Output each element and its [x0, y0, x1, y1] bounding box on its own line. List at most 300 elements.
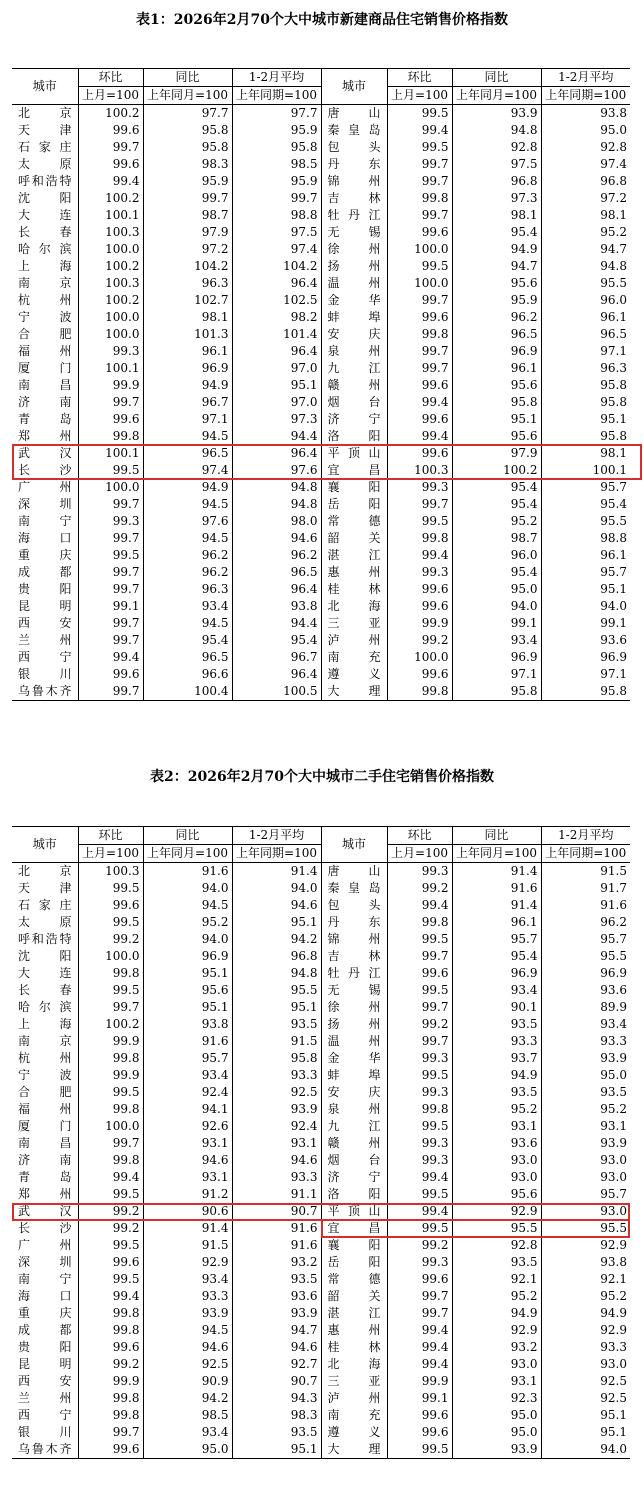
- mom-value: 99.2: [78, 1203, 143, 1220]
- yoy-value: 97.9: [452, 445, 541, 462]
- city-name: 襄 阳: [321, 1237, 387, 1254]
- city-name: 兰 州: [18, 633, 72, 647]
- table-row: [12, 394, 630, 411]
- avg-value: 96.1: [541, 547, 630, 564]
- mom-value: 99.3: [387, 1135, 452, 1152]
- city-name: 泸 州: [321, 1390, 387, 1407]
- header-mom-base: 上月=100: [387, 87, 452, 105]
- city-name: 哈尔滨: [18, 242, 72, 256]
- avg-value: 91.5: [541, 863, 630, 881]
- city-name: 西 安: [18, 1374, 72, 1388]
- city-name: 徐 州: [321, 241, 387, 258]
- mom-value: 99.7: [387, 292, 452, 309]
- header-yoy-base: 上年同月=100: [143, 845, 232, 863]
- table-row: [12, 666, 630, 683]
- yoy-value: 96.9: [452, 965, 541, 982]
- yoy-value: 97.2: [143, 241, 232, 258]
- yoy-value: 98.1: [143, 309, 232, 326]
- avg-value: 95.8: [232, 1050, 321, 1067]
- yoy-value: 97.6: [143, 513, 232, 530]
- yoy-value: 93.4: [452, 632, 541, 649]
- city-name: 青 岛: [18, 1170, 72, 1184]
- city-name: 郑 州: [18, 1187, 72, 1201]
- mom-value: 99.5: [78, 1271, 143, 1288]
- mom-value: 99.5: [387, 1118, 452, 1135]
- city-name: 长 春: [18, 225, 72, 239]
- mom-value: 99.4: [78, 649, 143, 666]
- avg-value: 94.4: [232, 428, 321, 445]
- city-name: 郑 州: [18, 429, 72, 443]
- avg-value: 94.2: [232, 931, 321, 948]
- city-name: 宜 昌: [321, 1220, 387, 1237]
- avg-value: 92.9: [541, 1322, 630, 1339]
- avg-value: 95.4: [541, 496, 630, 513]
- avg-value: 93.9: [541, 1050, 630, 1067]
- avg-value: 97.7: [232, 105, 321, 123]
- city-name: 武 汉: [18, 446, 72, 460]
- mom-value: 100.0: [78, 948, 143, 965]
- yoy-value: 92.3: [452, 1390, 541, 1407]
- mom-value: 99.9: [78, 377, 143, 394]
- yoy-value: 96.1: [143, 343, 232, 360]
- mom-value: 99.6: [387, 1271, 452, 1288]
- yoy-value: 95.2: [452, 1288, 541, 1305]
- mom-value: 99.4: [387, 547, 452, 564]
- avg-value: 93.0: [541, 1169, 630, 1186]
- city-name: 泉 州: [321, 1101, 387, 1118]
- avg-value: 97.0: [232, 360, 321, 377]
- avg-value: 93.1: [232, 1135, 321, 1152]
- header-avg-base: 上年同期=100: [541, 845, 630, 863]
- avg-value: 94.3: [232, 1390, 321, 1407]
- avg-value: 100.5: [232, 683, 321, 701]
- mom-value: 99.8: [387, 190, 452, 207]
- avg-value: 101.4: [232, 326, 321, 343]
- yoy-value: 102.7: [143, 292, 232, 309]
- avg-value: 93.3: [232, 1169, 321, 1186]
- avg-value: 96.9: [541, 649, 630, 666]
- mom-value: 99.2: [78, 1220, 143, 1237]
- mom-value: 99.7: [387, 360, 452, 377]
- avg-value: 91.5: [232, 1033, 321, 1050]
- yoy-value: 98.7: [143, 207, 232, 224]
- city-name: 重 庆: [18, 548, 72, 562]
- city-name: 西 宁: [18, 1408, 72, 1422]
- mom-value: 99.6: [78, 1339, 143, 1356]
- city-name: 锦 州: [321, 173, 387, 190]
- mom-value: 99.5: [78, 1186, 143, 1203]
- yoy-value: 92.9: [452, 1203, 541, 1220]
- yoy-value: 95.1: [452, 411, 541, 428]
- city-name: 唐 山: [321, 105, 387, 123]
- avg-value: 92.7: [232, 1356, 321, 1373]
- yoy-value: 93.0: [452, 1152, 541, 1169]
- avg-value: 96.8: [232, 948, 321, 965]
- yoy-value: 93.4: [143, 598, 232, 615]
- city-name: 南 昌: [18, 378, 72, 392]
- city-name: 厦 门: [18, 361, 72, 375]
- city-name: 上 海: [18, 259, 72, 273]
- city-name: 青 岛: [18, 412, 72, 426]
- city-name: 宁 波: [18, 1068, 72, 1082]
- yoy-value: 93.3: [452, 1033, 541, 1050]
- avg-value: 95.8: [232, 139, 321, 156]
- mom-value: 99.4: [387, 122, 452, 139]
- city-name: 广 州: [18, 1238, 72, 1252]
- yoy-value: 94.2: [143, 1390, 232, 1407]
- yoy-value: 96.9: [452, 649, 541, 666]
- city-name: 深 圳: [18, 1255, 72, 1269]
- mom-value: 99.5: [387, 1186, 452, 1203]
- city-name: 南 京: [18, 1034, 72, 1048]
- yoy-value: 93.1: [452, 1118, 541, 1135]
- table-row: [12, 880, 630, 897]
- city-name: 济 南: [18, 395, 72, 409]
- avg-value: 95.5: [541, 948, 630, 965]
- mom-value: 99.8: [78, 428, 143, 445]
- avg-value: 94.0: [541, 1441, 630, 1459]
- mom-value: 99.8: [78, 1407, 143, 1424]
- yoy-value: 98.3: [143, 156, 232, 173]
- table-row: [12, 530, 630, 547]
- mom-value: 99.6: [387, 1424, 452, 1441]
- city-name: 洛 阳: [321, 428, 387, 445]
- avg-value: 93.0: [541, 1152, 630, 1169]
- yoy-value: 96.6: [143, 666, 232, 683]
- avg-value: 97.1: [541, 666, 630, 683]
- yoy-value: 94.8: [452, 122, 541, 139]
- mom-value: 99.9: [78, 1373, 143, 1390]
- city-name: 南 充: [321, 649, 387, 666]
- mom-value: 100.0: [387, 275, 452, 292]
- avg-value: 93.3: [541, 1339, 630, 1356]
- avg-value: 98.1: [541, 445, 630, 462]
- table-row: [12, 1016, 630, 1033]
- city-name: 包 头: [321, 139, 387, 156]
- mom-value: 99.7: [78, 564, 143, 581]
- city-name: 哈尔滨: [18, 1000, 72, 1014]
- city-name: 秦皇岛: [321, 122, 387, 139]
- avg-value: 93.6: [232, 1288, 321, 1305]
- mom-value: 99.5: [78, 547, 143, 564]
- city-name: 襄 阳: [321, 479, 387, 496]
- yoy-value: 95.0: [143, 1441, 232, 1459]
- avg-value: 93.8: [541, 105, 630, 123]
- city-name: 湛 江: [321, 547, 387, 564]
- city-name: 扬 州: [321, 258, 387, 275]
- mom-value: 99.2: [387, 880, 452, 897]
- yoy-value: 96.3: [143, 275, 232, 292]
- avg-value: 95.8: [541, 683, 630, 701]
- city-name: 蚌 埠: [321, 309, 387, 326]
- avg-value: 95.8: [541, 394, 630, 411]
- avg-value: 95.2: [541, 1288, 630, 1305]
- yoy-value: 94.5: [143, 496, 232, 513]
- mom-value: 100.2: [78, 1016, 143, 1033]
- yoy-value: 96.0: [452, 547, 541, 564]
- yoy-value: 97.9: [143, 224, 232, 241]
- yoy-value: 94.6: [143, 1152, 232, 1169]
- table-row: [12, 122, 630, 139]
- city-name: 烟 台: [321, 1152, 387, 1169]
- table-row: [12, 156, 630, 173]
- avg-value: 99.1: [541, 615, 630, 632]
- mom-value: 100.3: [78, 275, 143, 292]
- city-name: 南 宁: [18, 514, 72, 528]
- avg-value: 93.6: [541, 982, 630, 999]
- mom-value: 99.4: [387, 897, 452, 914]
- yoy-value: 95.4: [452, 948, 541, 965]
- avg-value: 93.3: [232, 1067, 321, 1084]
- yoy-value: 95.6: [452, 275, 541, 292]
- city-name: 石家庄: [18, 140, 72, 154]
- mom-value: 99.7: [387, 496, 452, 513]
- city-name: 长 春: [18, 983, 72, 997]
- table-row: [12, 411, 630, 428]
- mom-value: 100.0: [387, 649, 452, 666]
- header-city: 城市: [12, 827, 78, 863]
- city-name: 宁 波: [18, 310, 72, 324]
- avg-value: 93.5: [541, 1084, 630, 1101]
- header-mom-base: 上月=100: [387, 845, 452, 863]
- city-name: 沈 阳: [18, 949, 72, 963]
- header-yoy-base: 上年同月=100: [452, 87, 541, 105]
- city-name: 长 沙: [18, 463, 72, 477]
- avg-value: 95.7: [541, 564, 630, 581]
- table-row: [12, 1322, 630, 1339]
- avg-value: 93.5: [232, 1271, 321, 1288]
- yoy-value: 94.9: [452, 241, 541, 258]
- table-row: [12, 598, 630, 615]
- city-name: 天 津: [18, 881, 72, 895]
- yoy-value: 95.8: [143, 122, 232, 139]
- city-name: 南 宁: [18, 1272, 72, 1286]
- mom-value: 99.3: [78, 513, 143, 530]
- mom-value: 99.6: [387, 377, 452, 394]
- mom-value: 99.8: [78, 1322, 143, 1339]
- city-name: 南 京: [18, 276, 72, 290]
- city-name: 唐 山: [321, 863, 387, 881]
- city-name: 成 都: [18, 565, 72, 579]
- mom-value: 99.5: [78, 914, 143, 931]
- yoy-value: 94.5: [143, 1322, 232, 1339]
- table-row: [12, 581, 630, 598]
- mom-value: 99.6: [387, 965, 452, 982]
- avg-value: 96.4: [232, 666, 321, 683]
- yoy-value: 93.1: [452, 1373, 541, 1390]
- yoy-value: 95.6: [143, 982, 232, 999]
- city-name: 岳 阳: [321, 496, 387, 513]
- yoy-value: 95.1: [143, 965, 232, 982]
- yoy-value: 91.4: [143, 1220, 232, 1237]
- city-name: 呼和浩特: [18, 174, 72, 188]
- mom-value: 99.1: [78, 598, 143, 615]
- mom-value: 99.7: [78, 1424, 143, 1441]
- table-row: [12, 1254, 630, 1271]
- secondhand-housing-price-index-table: [12, 826, 630, 1459]
- city-name: 温 州: [321, 275, 387, 292]
- city-name: 济 宁: [321, 1169, 387, 1186]
- avg-value: 104.2: [232, 258, 321, 275]
- mom-value: 99.8: [387, 326, 452, 343]
- city-name: 洛 阳: [321, 1186, 387, 1203]
- city-name: 徐 州: [321, 999, 387, 1016]
- table-row: [12, 105, 630, 123]
- yoy-value: 93.9: [452, 1441, 541, 1459]
- city-name: 金 华: [321, 1050, 387, 1067]
- avg-value: 102.5: [232, 292, 321, 309]
- mom-value: 99.6: [78, 122, 143, 139]
- header-avg-base: 上年同期=100: [232, 87, 321, 105]
- city-name: 韶 关: [321, 1288, 387, 1305]
- table-row: [12, 1305, 630, 1322]
- city-name: 银 川: [18, 667, 72, 681]
- mom-value: 99.8: [78, 1050, 143, 1067]
- yoy-value: 97.3: [452, 190, 541, 207]
- yoy-value: 95.8: [452, 394, 541, 411]
- yoy-value: 91.6: [143, 1033, 232, 1050]
- mom-value: 99.5: [387, 1441, 452, 1459]
- yoy-value: 96.9: [143, 948, 232, 965]
- mom-value: 99.2: [387, 1016, 452, 1033]
- yoy-value: 98.5: [143, 1407, 232, 1424]
- avg-value: 95.8: [541, 377, 630, 394]
- city-name: 大 连: [18, 966, 72, 980]
- table-row: [12, 1186, 630, 1203]
- avg-value: 97.3: [232, 411, 321, 428]
- mom-value: 99.6: [387, 1407, 452, 1424]
- table-row: [12, 1237, 630, 1254]
- city-name: 平顶山: [321, 445, 387, 462]
- table-row: [12, 326, 630, 343]
- mom-value: 99.3: [387, 1084, 452, 1101]
- yoy-value: 92.4: [143, 1084, 232, 1101]
- mom-value: 100.0: [78, 309, 143, 326]
- avg-value: 90.7: [232, 1373, 321, 1390]
- avg-value: 94.8: [232, 496, 321, 513]
- yoy-value: 93.8: [143, 1016, 232, 1033]
- mom-value: 99.9: [78, 1033, 143, 1050]
- avg-value: 96.0: [541, 292, 630, 309]
- mom-value: 99.3: [387, 1254, 452, 1271]
- mom-value: 99.4: [78, 1288, 143, 1305]
- yoy-value: 96.9: [143, 360, 232, 377]
- yoy-value: 93.4: [143, 1424, 232, 1441]
- city-name: 泉 州: [321, 343, 387, 360]
- yoy-value: 97.4: [143, 462, 232, 479]
- city-name: 三 亚: [321, 1373, 387, 1390]
- avg-value: 93.3: [541, 1033, 630, 1050]
- yoy-value: 94.9: [143, 479, 232, 496]
- avg-value: 96.4: [232, 343, 321, 360]
- yoy-value: 96.5: [143, 649, 232, 666]
- table-row: [12, 897, 630, 914]
- avg-value: 91.6: [232, 1220, 321, 1237]
- table-row: [12, 496, 630, 513]
- city-name: 锦 州: [321, 931, 387, 948]
- mom-value: 100.2: [78, 258, 143, 275]
- mom-value: 99.7: [387, 207, 452, 224]
- city-name: 合 肥: [18, 1085, 72, 1099]
- yoy-value: 95.4: [452, 224, 541, 241]
- mom-value: 99.8: [387, 683, 452, 701]
- city-name: 广 州: [18, 480, 72, 494]
- mom-value: 99.3: [387, 1050, 452, 1067]
- city-name: 泸 州: [321, 632, 387, 649]
- city-name: 成 都: [18, 1323, 72, 1337]
- yoy-value: 94.9: [143, 377, 232, 394]
- table-row: [12, 1424, 630, 1441]
- yoy-value: 93.9: [143, 1305, 232, 1322]
- table-row: [12, 428, 630, 445]
- mom-value: 99.4: [78, 1169, 143, 1186]
- avg-value: 94.4: [232, 615, 321, 632]
- table-row: [12, 513, 630, 530]
- avg-value: 96.9: [541, 965, 630, 982]
- yoy-value: 96.2: [452, 309, 541, 326]
- city-name: 无 锡: [321, 982, 387, 999]
- mom-value: 100.2: [78, 105, 143, 123]
- city-name: 南 昌: [18, 1136, 72, 1150]
- city-name: 牡丹江: [321, 207, 387, 224]
- table-row: [12, 1169, 630, 1186]
- header-avg: 1-2月平均: [541, 827, 630, 845]
- city-name: 北 海: [321, 598, 387, 615]
- mom-value: 99.3: [387, 863, 452, 881]
- yoy-value: 93.9: [452, 105, 541, 123]
- avg-value: 94.7: [232, 1322, 321, 1339]
- avg-value: 93.9: [232, 1101, 321, 1118]
- yoy-value: 93.6: [452, 1135, 541, 1152]
- avg-value: 97.2: [541, 190, 630, 207]
- yoy-value: 95.8: [143, 139, 232, 156]
- yoy-value: 99.1: [452, 615, 541, 632]
- yoy-value: 93.2: [452, 1339, 541, 1356]
- yoy-value: 93.3: [143, 1288, 232, 1305]
- city-name: 赣 州: [321, 1135, 387, 1152]
- mom-value: 99.7: [387, 1305, 452, 1322]
- yoy-value: 95.6: [452, 428, 541, 445]
- city-name: 福 州: [18, 1102, 72, 1116]
- mom-value: 99.3: [387, 1152, 452, 1169]
- city-name: 武 汉: [18, 1204, 72, 1218]
- mom-value: 99.4: [387, 394, 452, 411]
- mom-value: 99.6: [387, 445, 452, 462]
- mom-value: 100.2: [78, 190, 143, 207]
- table-row: [12, 948, 630, 965]
- mom-value: 99.7: [78, 999, 143, 1016]
- table-row: [12, 479, 630, 496]
- yoy-value: 93.4: [452, 982, 541, 999]
- mom-value: 100.0: [78, 1118, 143, 1135]
- table-row: [12, 309, 630, 326]
- header-yoy-base: 上年同月=100: [452, 845, 541, 863]
- mom-value: 99.9: [78, 1067, 143, 1084]
- avg-value: 95.5: [232, 982, 321, 999]
- yoy-value: 94.0: [143, 931, 232, 948]
- header-city: 城市: [321, 69, 387, 105]
- yoy-value: 94.0: [452, 598, 541, 615]
- avg-value: 89.9: [541, 999, 630, 1016]
- city-name: 银 川: [18, 1425, 72, 1439]
- mom-value: 99.8: [387, 914, 452, 931]
- mom-value: 100.0: [78, 326, 143, 343]
- city-name: 平顶山: [321, 1203, 387, 1220]
- avg-value: 92.5: [541, 1390, 630, 1407]
- mom-value: 99.5: [387, 931, 452, 948]
- table-row: [12, 1067, 630, 1084]
- avg-value: 98.0: [232, 513, 321, 530]
